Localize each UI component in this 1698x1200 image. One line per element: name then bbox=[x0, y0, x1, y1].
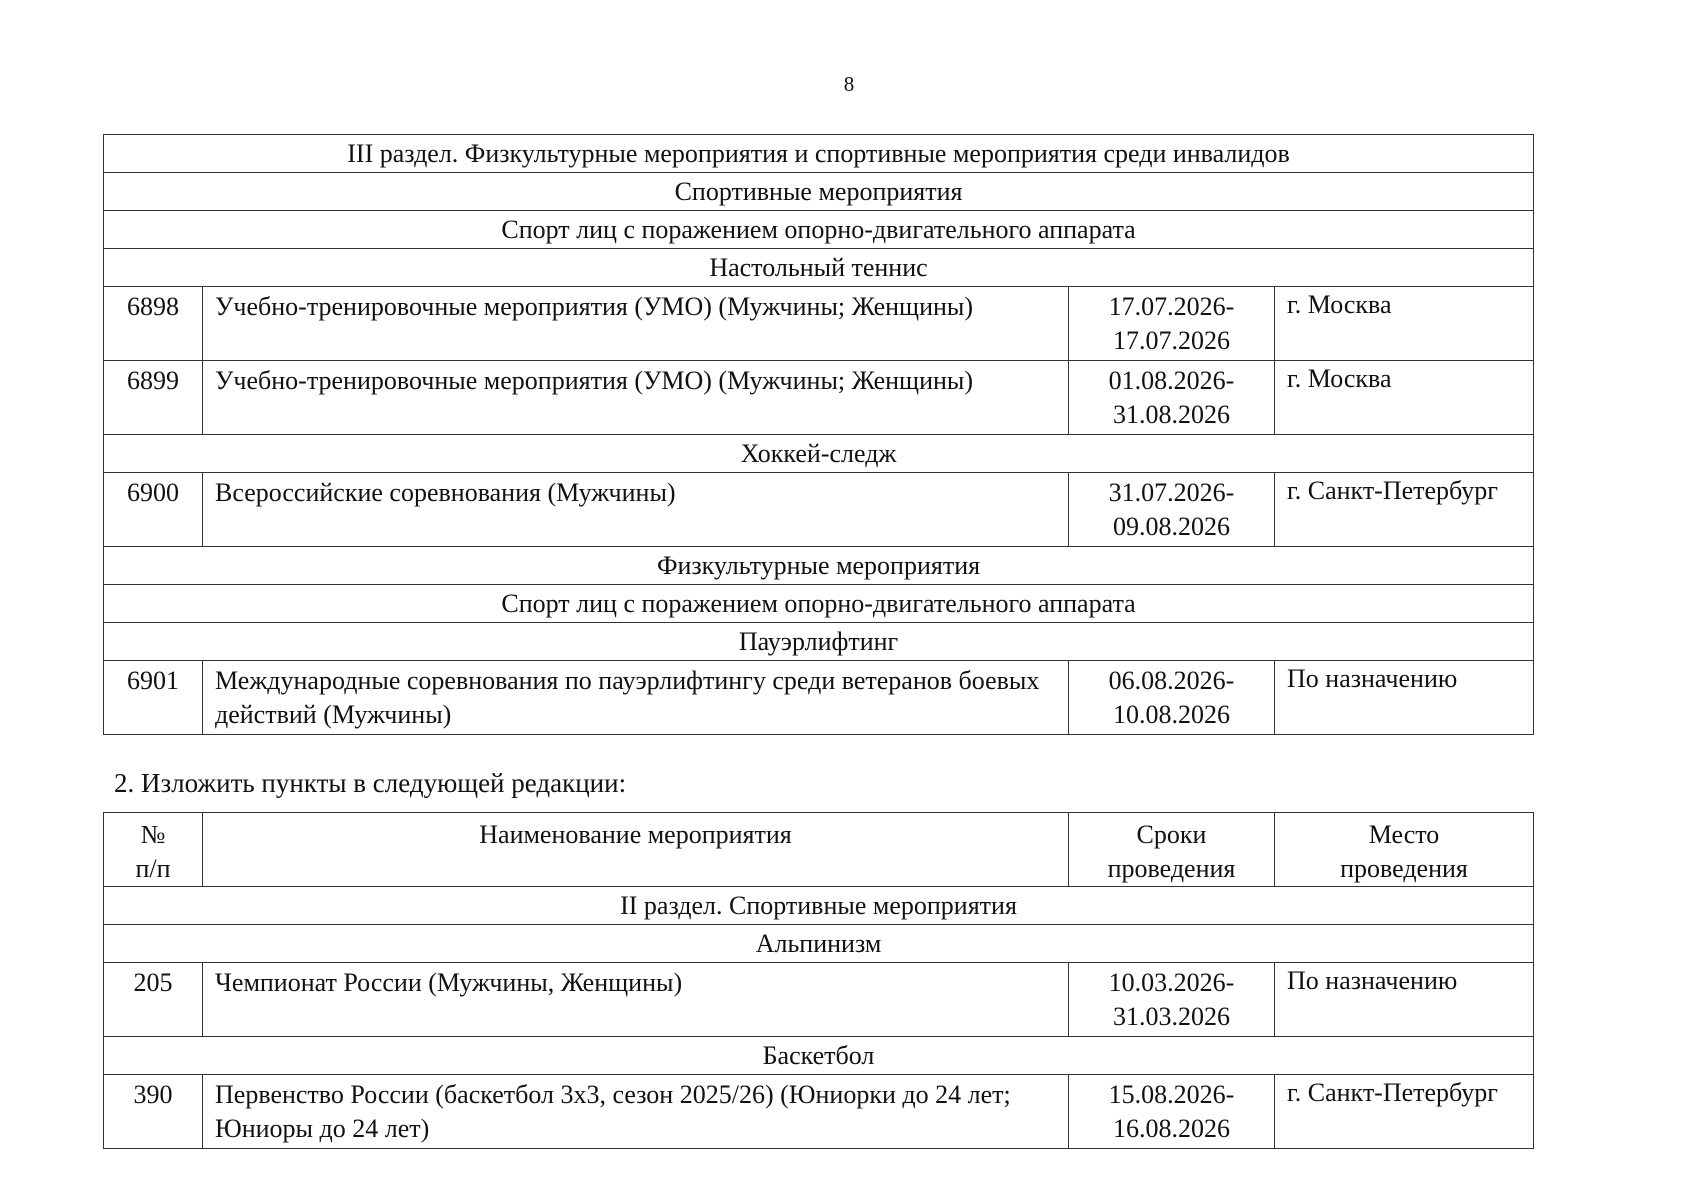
event-place: г. Санкт-Петербург bbox=[1275, 1075, 1534, 1149]
column-header-name: Наименование мероприятия bbox=[203, 813, 1069, 887]
sport-heading: Хоккей-следж bbox=[104, 435, 1534, 473]
category-heading: Спорт лиц с поражением опорно-двигательного аппарата bbox=[104, 585, 1534, 623]
event-dates: 17.07.2026- 17.07.2026 bbox=[1069, 287, 1275, 361]
event-number: 6898 bbox=[104, 287, 203, 361]
sport-heading: Альпинизм bbox=[104, 925, 1534, 963]
event-number: 6899 bbox=[104, 361, 203, 435]
table-row bbox=[104, 361, 1534, 435]
event-place: г. Москва bbox=[1275, 287, 1534, 361]
event-dates: 31.07.2026- 09.08.2026 bbox=[1069, 473, 1275, 547]
event-name: Чемпионат России (Мужчины, Женщины) bbox=[203, 963, 1069, 1037]
event-name: Учебно-тренировочные мероприятия (УМО) (Мужчины; Женщины) bbox=[203, 361, 1069, 435]
event-type-heading: Спортивные мероприятия bbox=[104, 173, 1534, 211]
column-header-dates: Сроки проведения bbox=[1069, 813, 1275, 887]
event-name: Первенство России (баскетбол 3х3, сезон 2025/26) (Юниорки до 24 лет; Юниоры до 24 лет) bbox=[203, 1075, 1069, 1149]
table-row bbox=[104, 661, 1534, 735]
event-place: По назначению bbox=[1275, 963, 1534, 1037]
column-header-place: Место проведения bbox=[1275, 813, 1534, 887]
event-name: Международные соревнования по пауэрлифтингу среди ветеранов боевых действий (Мужчины) bbox=[203, 661, 1069, 735]
column-header-row bbox=[104, 813, 1534, 887]
sport-heading: Настольный теннис bbox=[104, 249, 1534, 287]
section-heading: III раздел. Физкультурные мероприятия и спортивные мероприятия среди инвалидов bbox=[104, 135, 1534, 173]
event-number: 6901 bbox=[104, 661, 203, 735]
event-name: Всероссийские соревнования (Мужчины) bbox=[203, 473, 1069, 547]
sport-heading: Пауэрлифтинг bbox=[104, 623, 1534, 661]
page-number: 8 bbox=[843, 72, 855, 96]
events-table-section-3 bbox=[103, 134, 1534, 735]
sport-heading: Баскетбол bbox=[104, 1037, 1534, 1075]
event-place: г. Санкт-Петербург bbox=[1275, 473, 1534, 547]
table-row bbox=[104, 473, 1534, 547]
event-place: По назначению bbox=[1275, 661, 1534, 735]
instruction-text: 2. Изложить пункты в следующей редакции: bbox=[114, 768, 627, 798]
event-name: Учебно-тренировочные мероприятия (УМО) (Мужчины; Женщины) bbox=[203, 287, 1069, 361]
table-row bbox=[104, 963, 1534, 1037]
event-dates: 01.08.2026- 31.08.2026 bbox=[1069, 361, 1275, 435]
section-heading: II раздел. Спортивные мероприятия bbox=[104, 887, 1534, 925]
event-number: 6900 bbox=[104, 473, 203, 547]
table-row bbox=[104, 1075, 1534, 1149]
event-number: 390 bbox=[104, 1075, 203, 1149]
event-type-heading: Физкультурные мероприятия bbox=[104, 547, 1534, 585]
events-table-section-2 bbox=[103, 812, 1534, 1149]
table-row bbox=[104, 287, 1534, 361]
event-dates: 15.08.2026- 16.08.2026 bbox=[1069, 1075, 1275, 1149]
event-place: г. Москва bbox=[1275, 361, 1534, 435]
event-number: 205 bbox=[104, 963, 203, 1037]
category-heading: Спорт лиц с поражением опорно-двигательного аппарата bbox=[104, 211, 1534, 249]
event-dates: 10.03.2026- 31.03.2026 bbox=[1069, 963, 1275, 1037]
event-dates: 06.08.2026- 10.08.2026 bbox=[1069, 661, 1275, 735]
column-header-number: № п/п bbox=[104, 813, 203, 887]
